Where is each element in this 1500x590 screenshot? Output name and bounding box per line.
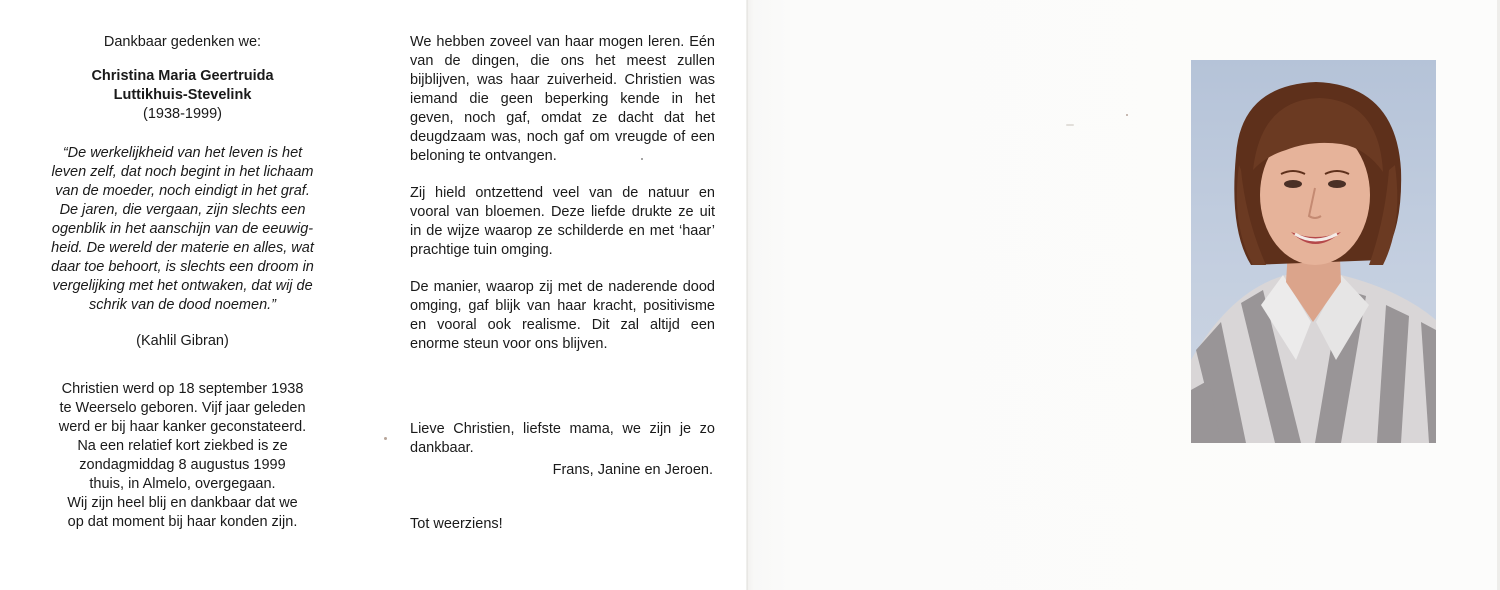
- life-years: (1938-1999): [143, 106, 222, 122]
- deceased-name-line2: Luttikhuis-Stevelink: [113, 87, 252, 103]
- quote-line: vergelijking met het ontwaken, dat wij de: [52, 278, 313, 294]
- bio-line: Christien werd op 18 september 1938: [61, 381, 304, 397]
- quote-line: daar toe behoort, is slechts een droom in: [51, 259, 314, 275]
- bio-line: werd er bij haar kanker geconstateerd.: [58, 419, 307, 435]
- farewell-line: Tot weerziens!: [410, 516, 503, 532]
- bio-line: Wij zijn heel blij en dankbaar dat we: [67, 495, 298, 511]
- paper-speck: [384, 437, 387, 440]
- paragraph-nature: Zij hield ontzettend veel van de natuur en vooral van bloemen. Deze liefde drukte ze uit in de wijze waarop ze schilderde en met ‘haar’ prachtige tuin omging.: [410, 185, 715, 258]
- quote-line: heid. De wereld der materie en alles, wat: [51, 240, 314, 256]
- bio-line: thuis, in Almelo, overgegaan.: [89, 476, 276, 492]
- portrait-illustration: [1191, 60, 1436, 443]
- quote-line: De jaren, die vergaan, zijn slechts een: [59, 202, 306, 218]
- quote-line: leven zelf, dat noch begint in het lichaam: [51, 164, 314, 180]
- portrait-photo: [1191, 60, 1436, 443]
- quote-line: van de moeder, noch eindigt in het graf.: [55, 183, 310, 199]
- right-text-column: [410, 33, 715, 534]
- paragraph-legacy: We hebben zoveel van haar mogen leren. Eén van de dingen, die ons het meest zullen bijblijven, was haar zuiverheid. Christien was iemand die geen beperking kende in het geven, noch gaf, omdat ze dacht dat het deugdzaam was, noch gaf om vreugde of een beloning te ontvangen.: [410, 34, 715, 164]
- quote-block: [40, 144, 325, 315]
- paper-speck: [641, 158, 643, 160]
- bio-line: Na een relatief kort ziekbed is ze: [77, 438, 288, 454]
- closing-message: Lieve Christien, liefste mama, we zijn je zo dankbaar.: [410, 421, 715, 456]
- bio-line: op dat moment bij haar konden zijn.: [67, 514, 298, 530]
- inner-panel: [0, 0, 748, 590]
- paragraph-strength: De manier, waarop zij met de naderende dood omging, gaf blijk van haar kracht, positivisme en vooral ook realisme. Dit zal altijd een enorme steun voor ons blijven.: [410, 279, 715, 352]
- bio-line: zondagmiddag 8 augustus 1999: [79, 457, 286, 473]
- quote-line: ogenblik in het aanschijn van de eeuwig-: [51, 221, 314, 237]
- family-signature: Frans, Janine en Jeroen.: [552, 462, 713, 478]
- biography-block: [40, 380, 325, 532]
- quote-author: (Kahlil Gibran): [136, 333, 229, 349]
- quote-line: schrik van de dood noemen.”: [89, 297, 276, 313]
- quote-line: “De werkelijkheid van het leven is het: [62, 145, 303, 161]
- bio-line: te Weerselo geboren. Vijf jaar geleden: [59, 400, 306, 416]
- intro-line: Dankbaar gedenken we:: [103, 34, 262, 50]
- left-text-column: [40, 33, 325, 532]
- deceased-name-line1: Christina Maria Geertruida: [91, 68, 274, 84]
- paper-speck: [1126, 114, 1128, 116]
- paper-speck: [1066, 124, 1074, 126]
